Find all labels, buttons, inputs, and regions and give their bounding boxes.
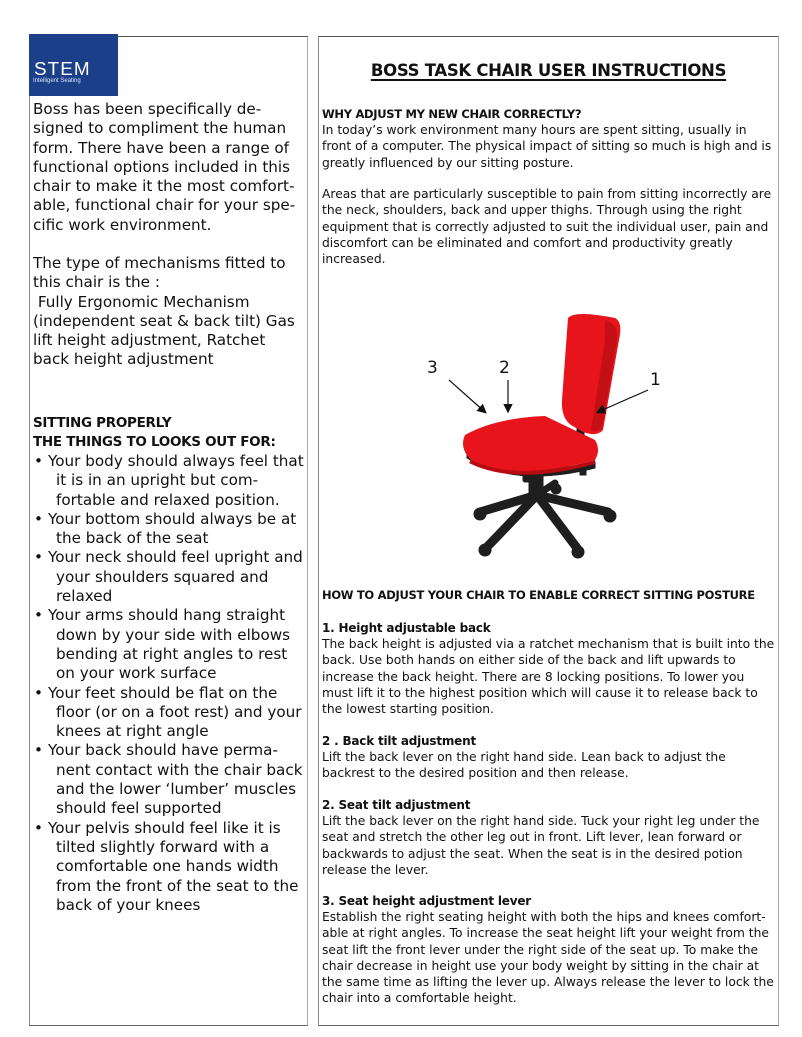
- callout-arrows-icon: [405, 300, 680, 565]
- logo-tagline: Intelligent Seating: [33, 78, 81, 84]
- how-to-adjust-section: [322, 587, 776, 603]
- mechanism-section: [33, 254, 305, 370]
- mechanism-detail: Fully Ergonomic Mechanism (independent seat & back tilt) Gas lift height adjustment, Ratchet back height adjustment: [33, 292, 300, 369]
- how-heading: HOW TO ADJUST YOUR CHAIR TO ENABLE CORRECT SITTING POSTURE: [322, 588, 755, 602]
- tip-item: • Your arms should hang straight down by your side with elbows bending at right angles to rest on your work surface: [33, 606, 305, 683]
- tips-list: [33, 452, 305, 915]
- why-heading: WHY ADJUST MY NEW CHAIR CORRECTLY?: [322, 107, 582, 121]
- step-heading: 2. Seat tilt adjustment: [322, 798, 471, 812]
- step-heading: 1. Height adjustable back: [322, 621, 491, 635]
- intro-paragraph: Boss has been specifically de- signed to compliment the human form. There have been a range of functional options included in this chair to make it the most comfort- able, functional chair for your spe- cific work environment.: [33, 100, 296, 234]
- step-text: Lift the back lever on the right hand side. Lean back to adjust the backrest to the desired position and then release.: [322, 750, 726, 781]
- step-seat-height: [322, 893, 776, 1007]
- step-text: Lift the back lever on the right hand side. Tuck your right leg under the seat and stretch the other leg out in front. Lift lever, lean forward or backwards to adjust the seat. When the seat is in the desired potion release the lever.: [322, 814, 760, 877]
- tip-item: • Your back should have perma- nent contact with the chair back and the lower ‘lumber’ muscles should feel supported: [33, 741, 305, 818]
- tip-item: • Your body should always feel that it is in an upright but com- fortable and relaxed position.: [33, 452, 305, 510]
- callout-1: 1: [650, 370, 661, 390]
- chair-diagram: [405, 300, 680, 565]
- mechanism-intro: The type of mechanisms fitted to this chair is the :: [33, 254, 286, 292]
- tip-item: • Your bottom should always be at the back of the seat: [33, 510, 305, 549]
- why-adjust-section: [322, 106, 776, 171]
- areas-text: Areas that are particularly susceptible to pain from sitting incorrectly are the neck, shoulders, back and upper thighs. Through using the right equipment that is correctly adjusted to suit the individual user, pain and discomfort can be eliminated and comfort and productivity greatly increased.: [322, 187, 772, 267]
- tip-item: • Your pelvis should feel like it is tilted slightly forward with a comfortable one hands width from the front of the seat to the back of your knees: [33, 819, 305, 915]
- areas-paragraph: [322, 186, 776, 267]
- page-title: [318, 61, 779, 80]
- sitting-properly-section: [33, 414, 305, 915]
- step-text: The back height is adjusted via a ratchet mechanism that is built into the back. Use both hands on either side of the back and lift upwards to increase the back height. There are 8 locking positions. To lower you must lift it to the highest position which will cause it to release back to the lowest starting position.: [322, 637, 775, 717]
- logo-wordmark: STEM: [34, 59, 91, 79]
- why-text: In today’s work environment many hours are spent sitting, usually in front of a computer. The physical impact of sitting so much is high and is greatly influenced by our sitting posture.: [322, 123, 772, 170]
- step-heading: 2 . Back tilt adjustment: [322, 734, 477, 748]
- step-heading: 3. Seat height adjustment lever: [322, 894, 531, 908]
- stem-logo: [29, 34, 118, 96]
- tip-item: • Your feet should be flat on the floor (or on a foot rest) and your knees at right angle: [33, 684, 305, 742]
- step-height-adjustable-back: [322, 620, 776, 717]
- page-title-text: BOSS TASK CHAIR USER INSTRUCTIONS: [370, 61, 727, 80]
- step-text: Establish the right seating height with both the hips and knees comfort- able at right angles. To increase the seat height lift your weight from the seat lift the front lever under the right side of the seat up. To make the chair decrease in height use your body weight by sitting in the chair at the same time as lifting the lever up. Always release the lever to lock the chair into a comfortable height.: [322, 910, 774, 1006]
- tip-item: • Your neck should feel upright and your shoulders squared and relaxed: [33, 548, 305, 606]
- step-back-tilt: [322, 733, 776, 782]
- callout-2: 2: [499, 358, 510, 378]
- callout-3: 3: [427, 358, 438, 378]
- step-seat-tilt: [322, 797, 776, 878]
- sitting-heading: SITTING PROPERLY: [33, 415, 172, 431]
- sitting-subheading: THE THINGS TO LOOKS OUT FOR:: [33, 434, 276, 450]
